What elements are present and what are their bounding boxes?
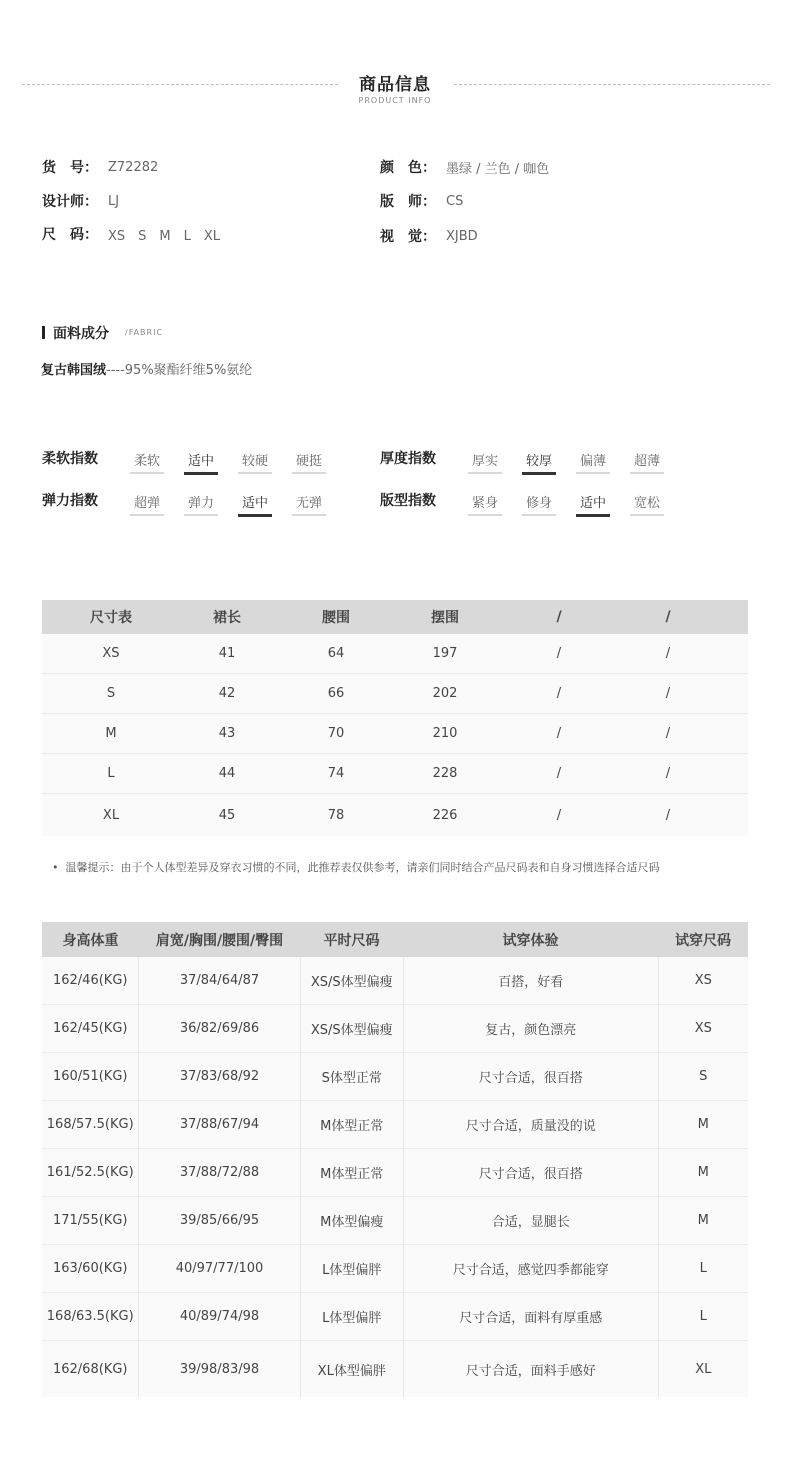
table-cell: M体型偏瘦: [301, 1197, 404, 1244]
table-cell: 74: [327, 766, 345, 781]
table-cell: 41: [218, 646, 236, 661]
fabric-composition: [41, 359, 252, 378]
info-item-designer: [42, 191, 119, 211]
table-cell: XS: [694, 973, 712, 988]
elasticity-option: 超弹: [130, 492, 164, 516]
table-cell: XS/S体型偏瘦: [301, 957, 404, 1004]
table-cell: /: [665, 646, 671, 661]
fit-index-label: 版型指数: [380, 493, 436, 509]
try-on-header: [42, 922, 748, 957]
table-cell: 171/55(KG): [42, 1197, 139, 1244]
fit-option-selected: 适中: [576, 492, 610, 517]
table-cell: 36/82/69/86: [139, 1005, 300, 1052]
table-row: [42, 794, 748, 836]
info-key: 设计师：: [42, 194, 98, 210]
size-note-text: 温馨提示：由于个人体型差异及穿衣习惯的不同，此推荐表仅供参考，请亲们同时结合产品尺码表和自身习惯选择合适尺码: [65, 861, 660, 874]
table-cell: M: [697, 1165, 709, 1180]
table-cell: XL体型偏胖: [301, 1341, 404, 1397]
fit-option: 宽松: [630, 492, 664, 516]
try-header-cell: 试穿尺码: [675, 932, 731, 949]
table-cell: 37/84/64/87: [139, 957, 300, 1004]
fabric-section-title: 面料成分: [53, 326, 109, 342]
table-row: [42, 1053, 748, 1101]
info-key: 版 师：: [380, 194, 436, 210]
table-cell: /: [556, 726, 562, 741]
table-cell: 162/46(KG): [42, 957, 139, 1004]
table-cell: XL: [102, 807, 120, 823]
softness-option: 较硬: [238, 450, 272, 474]
table-cell: /: [665, 807, 671, 823]
table-cell: M体型正常: [301, 1101, 404, 1148]
info-item-sku: [42, 157, 158, 177]
table-cell: 37/88/67/94: [139, 1101, 300, 1148]
table-row: [42, 634, 748, 674]
elasticity-option: 无弹: [292, 492, 326, 516]
table-cell: 尺寸合适，面料手感好: [404, 1341, 659, 1397]
info-value: LJ: [108, 193, 120, 209]
size-chart-table: [42, 600, 748, 836]
size-header-cell: 摆围: [431, 610, 459, 626]
table-cell: 202: [432, 686, 458, 701]
table-cell: 64: [327, 646, 345, 661]
fabric-section-subtitle: /FABRIC: [125, 328, 164, 337]
info-key: 颜 色：: [380, 160, 436, 176]
info-item-sizes: [42, 224, 220, 244]
table-cell: 160/51(KG): [42, 1053, 139, 1100]
size-header-cell: /: [556, 609, 562, 625]
table-cell: 162/45(KG): [42, 1005, 139, 1052]
thickness-option: 偏薄: [576, 450, 610, 474]
table-cell: /: [556, 807, 562, 823]
fabric-percentages: ----95%聚酯纤维5%氨纶: [106, 363, 253, 378]
table-cell: 40/89/74/98: [139, 1293, 300, 1340]
table-cell: M: [697, 1213, 709, 1228]
size-note: [52, 859, 659, 875]
table-cell: 39/98/83/98: [139, 1341, 300, 1397]
table-cell: 43: [218, 726, 236, 741]
elasticity-index-label: 弹力指数: [42, 493, 98, 509]
page-subtitle: PRODUCT INFO: [358, 96, 432, 105]
info-value: CS: [446, 193, 464, 209]
size-header-cell: 腰围: [322, 610, 350, 626]
table-cell: S: [106, 686, 116, 701]
thickness-option-selected: 较厚: [522, 450, 556, 475]
bullet-icon: •: [52, 861, 66, 874]
table-cell: 210: [432, 726, 458, 741]
table-cell: 163/60(KG): [42, 1245, 139, 1292]
table-cell: /: [556, 686, 562, 701]
table-row: [42, 754, 748, 794]
table-cell: L: [699, 1309, 707, 1324]
try-header-cell: 试穿体验: [502, 932, 559, 949]
table-cell: 合适，显腿长: [404, 1197, 659, 1244]
size-header-cell: /: [665, 609, 671, 625]
size-header-cell: 裙长: [213, 610, 241, 626]
table-cell: XS: [102, 646, 120, 661]
table-cell: L: [699, 1261, 707, 1276]
table-cell: S: [699, 1069, 708, 1084]
table-cell: 168/57.5(KG): [42, 1101, 139, 1148]
table-cell: 228: [432, 766, 458, 781]
table-cell: L: [107, 766, 115, 781]
fit-option: 紧身: [468, 492, 502, 516]
table-cell: /: [665, 766, 671, 781]
size-chart-header: [42, 600, 748, 634]
table-cell: M: [697, 1117, 709, 1132]
table-cell: XS/S体型偏瘦: [301, 1005, 404, 1052]
table-row: [42, 1341, 748, 1397]
table-cell: 70: [327, 726, 345, 741]
try-header-cell: 肩宽/胸围/腰围/臀围: [155, 932, 284, 949]
table-cell: 尺寸合适，很百搭: [404, 1149, 659, 1196]
table-cell: 161/52.5(KG): [42, 1149, 139, 1196]
info-item-visual: [380, 226, 478, 246]
fabric-name: 复古韩国绒: [41, 363, 107, 378]
table-row: [42, 1101, 748, 1149]
try-on-table: [42, 922, 748, 1397]
table-cell: 复古，颜色漂亮: [404, 1005, 659, 1052]
table-cell: 226: [432, 807, 458, 823]
table-cell: M体型正常: [301, 1149, 404, 1196]
info-key: 视 觉：: [380, 229, 436, 245]
table-cell: 尺寸合适，很百搭: [404, 1053, 659, 1100]
table-cell: S体型正常: [301, 1053, 404, 1100]
table-row: [42, 1293, 748, 1341]
softness-option: 柔软: [130, 450, 164, 474]
info-key: 货 号：: [42, 160, 98, 176]
table-cell: 45: [218, 807, 236, 823]
info-value: Z72282: [108, 159, 159, 175]
thickness-index-label: 厚度指数: [380, 451, 436, 467]
table-row: [42, 957, 748, 1005]
fit-option: 修身: [522, 492, 556, 516]
table-cell: 168/63.5(KG): [42, 1293, 139, 1340]
softness-option-selected: 适中: [184, 450, 218, 475]
try-header-cell: 身高体重: [62, 932, 119, 949]
try-header-cell: 平时尺码: [323, 932, 380, 949]
table-cell: 39/85/66/95: [139, 1197, 300, 1244]
info-key: 尺 码：: [42, 227, 98, 243]
table-row: [42, 1149, 748, 1197]
table-row: [42, 1245, 748, 1293]
table-row: [42, 674, 748, 714]
table-cell: 44: [218, 766, 236, 781]
table-cell: /: [556, 766, 562, 781]
table-cell: 40/97/77/100: [139, 1245, 300, 1292]
info-value: XJBD: [446, 228, 478, 244]
table-cell: 78: [327, 807, 345, 823]
page-title: 商品信息: [359, 75, 431, 95]
size-header-cell: 尺寸表: [90, 610, 132, 626]
table-cell: 197: [432, 646, 458, 661]
table-cell: 66: [327, 686, 345, 701]
table-cell: XL: [695, 1361, 712, 1377]
softness-option: 硬挺: [292, 450, 326, 474]
table-cell: /: [665, 726, 671, 741]
info-item-patternmaker: [380, 191, 463, 211]
info-value: XS S M L XL: [108, 228, 221, 244]
thickness-option: 超薄: [630, 450, 664, 474]
section-marker: [42, 326, 45, 339]
table-cell: L体型偏胖: [301, 1245, 404, 1292]
table-cell: 37/88/72/88: [139, 1149, 300, 1196]
table-cell: 162/68(KG): [42, 1341, 139, 1397]
table-cell: L体型偏胖: [301, 1293, 404, 1340]
elasticity-option: 弹力: [184, 492, 218, 516]
table-row: [42, 1005, 748, 1053]
table-cell: 42: [218, 686, 236, 701]
info-value: 墨绿 / 兰色 / 咖色: [446, 161, 550, 177]
thickness-option: 厚实: [468, 450, 502, 474]
info-item-color: [380, 157, 549, 177]
table-cell: M: [105, 726, 117, 741]
table-cell: /: [665, 686, 671, 701]
table-row: [42, 714, 748, 754]
table-cell: 37/83/68/92: [139, 1053, 300, 1100]
table-row: [42, 1197, 748, 1245]
softness-index-label: 柔软指数: [42, 451, 98, 467]
table-cell: /: [556, 646, 562, 661]
table-cell: 尺寸合适，质量没的说: [404, 1101, 659, 1148]
table-cell: 尺寸合适，感觉四季都能穿: [404, 1245, 659, 1292]
elasticity-option-selected: 适中: [238, 492, 272, 517]
table-cell: 百搭，好看: [404, 957, 659, 1004]
table-cell: 尺寸合适，面料有厚重感: [404, 1293, 659, 1340]
table-cell: XS: [694, 1021, 712, 1036]
